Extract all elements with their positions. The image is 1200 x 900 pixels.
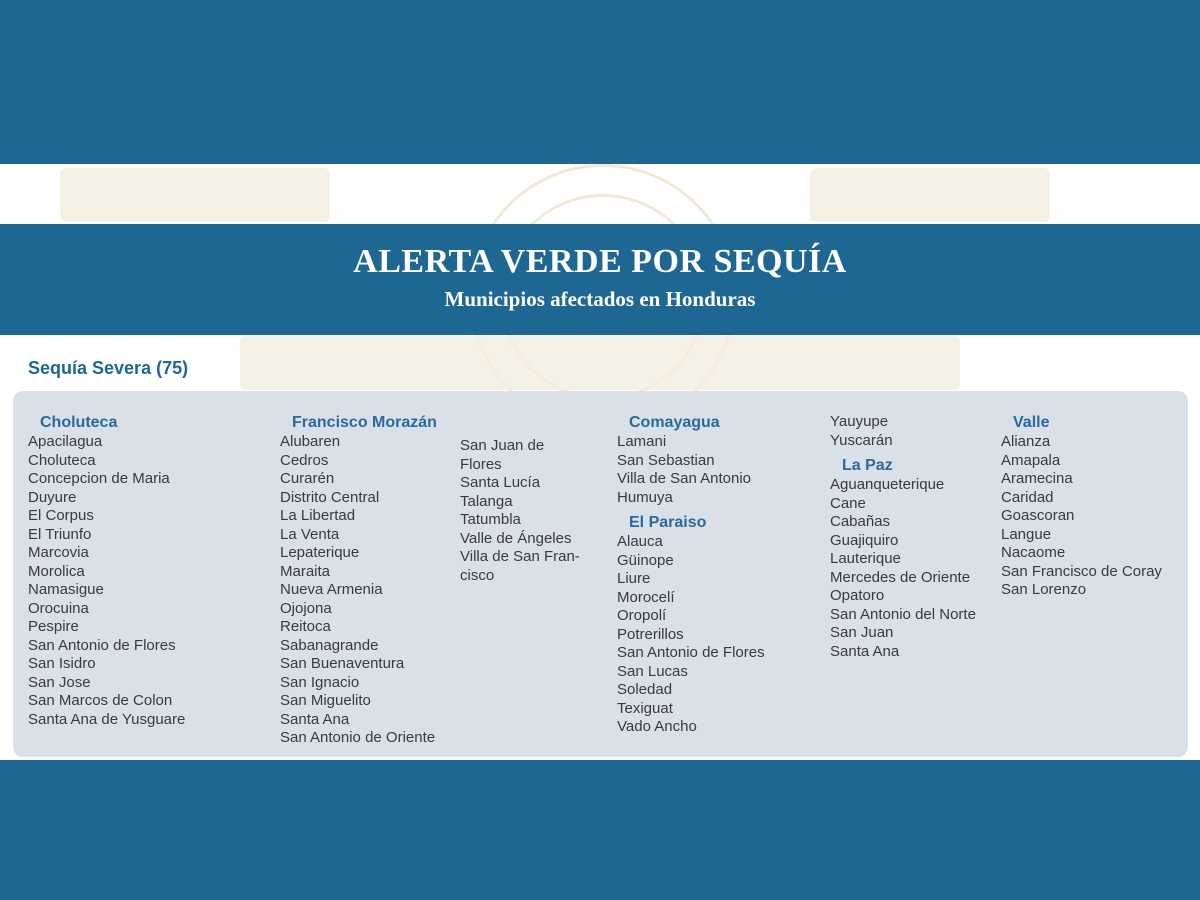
municipality-item: Cedros <box>280 451 329 469</box>
column-francisco-morazan <box>280 413 455 748</box>
municipality-item: San Antonio de Oriente <box>280 729 436 746</box>
municipality-item: San Lucas <box>617 662 688 680</box>
column-choluteca <box>28 413 268 729</box>
municipality-item: Goascoran <box>1001 507 1075 524</box>
municipality-item: Soledad <box>617 681 673 698</box>
municipality-item: Morolica <box>28 562 85 580</box>
municipality-item: San Francisco de Coray <box>1001 562 1162 580</box>
bottom-band <box>0 760 1200 900</box>
municipality-item: cisco <box>460 566 495 584</box>
municipality-item: Ojojona <box>280 599 332 617</box>
municipality-item: Amapala <box>1001 451 1061 469</box>
municipality-item: Nacaome <box>1001 544 1066 561</box>
municipality-item: San Antonio de Flores <box>28 636 176 654</box>
municipality-item: Santa Ana <box>830 642 900 660</box>
dept-comayagua: Comayagua <box>629 414 720 431</box>
municipality-item: Flores <box>460 455 502 473</box>
ornament-left <box>60 168 330 222</box>
municipality-item: Villa de San Antonio <box>617 470 751 487</box>
municipality-item: El Corpus <box>28 507 94 524</box>
dept-francisco-morazan: Francisco Morazán <box>292 414 437 431</box>
list-el-paraiso-cont <box>830 413 1000 450</box>
municipality-item: San Juan <box>830 624 894 641</box>
municipality-item: San Juan de <box>460 437 545 454</box>
municipality-item: Reitoca <box>280 618 331 635</box>
municipality-item: Güinope <box>617 551 674 569</box>
municipality-item: Lepaterique <box>280 544 360 561</box>
municipality-item: Mercedes de Oriente <box>830 568 971 586</box>
page-title: ALERTA VERDE POR SEQUÍA <box>353 243 847 280</box>
municipality-item: Choluteca <box>28 451 96 469</box>
column-valle <box>1001 413 1181 600</box>
municipality-item: Orocuina <box>28 599 89 617</box>
dept-el-paraiso: El Paraiso <box>629 514 707 531</box>
municipalities-panel <box>13 391 1188 757</box>
municipality-item: Villa de San Fran- <box>460 548 580 565</box>
municipality-item: Maraita <box>280 562 331 580</box>
municipality-item: San Buenaventura <box>280 655 405 672</box>
list-choluteca <box>28 433 268 729</box>
dept-choluteca: Choluteca <box>40 414 118 431</box>
municipality-item: San Lorenzo <box>1001 581 1087 598</box>
ornament-right <box>810 168 1050 222</box>
municipality-item: San Antonio de Flores <box>617 644 765 661</box>
list-francisco-morazan <box>280 433 455 748</box>
municipality-item: Yauyupe <box>830 413 889 430</box>
list-el-paraiso <box>617 533 822 737</box>
municipality-item: Duyure <box>28 488 77 506</box>
municipality-item: Sabanagrande <box>280 636 379 654</box>
column-comayagua-paraiso <box>617 413 822 737</box>
municipality-item: El Triunfo <box>28 525 92 543</box>
municipality-item: Valle de Ángeles <box>460 529 572 547</box>
municipality-item: Aguanqueterique <box>830 476 945 493</box>
municipality-item: Cabañas <box>830 513 891 530</box>
dept-la-paz: La Paz <box>842 457 893 474</box>
municipality-item: Potrerillos <box>617 625 684 643</box>
municipality-item: San Antonio del Norte <box>830 605 976 623</box>
ornament-bottom <box>240 336 960 390</box>
municipality-item: Vado Ancho <box>617 718 697 735</box>
municipality-item: Yuscarán <box>830 431 893 449</box>
municipality-item: Opatoro <box>830 587 885 604</box>
list-la-paz <box>830 476 1000 661</box>
municipality-item: Concepcion de Maria <box>28 470 170 487</box>
municipality-item: La Venta <box>280 525 340 543</box>
municipality-item: Cane <box>830 494 866 512</box>
municipality-item: Caridad <box>1001 488 1054 506</box>
municipality-item: Alubaren <box>280 433 341 450</box>
municipality-item: Lamani <box>617 433 667 450</box>
list-francisco-morazan-cont <box>460 437 610 585</box>
municipality-item: La Libertad <box>280 507 356 524</box>
municipality-item: Morocelí <box>617 588 675 606</box>
section-title: Sequía Severa (75) <box>28 358 189 378</box>
municipality-item: San Jose <box>28 673 91 691</box>
municipality-item: Curarén <box>280 470 335 487</box>
dept-valle: Valle <box>1013 414 1050 431</box>
municipality-item: Nueva Armenia <box>280 581 383 598</box>
municipality-item: San Miguelito <box>280 692 371 709</box>
municipality-item: Guajiquiro <box>830 531 899 549</box>
column-la-paz <box>830 413 1000 661</box>
municipality-item: Marcovia <box>28 544 89 561</box>
municipality-item: Texiguat <box>617 699 673 717</box>
municipality-item: Talanga <box>460 492 513 510</box>
municipality-item: Aramecina <box>1001 470 1073 487</box>
municipality-item: San Isidro <box>28 655 96 672</box>
municipality-item: San Ignacio <box>280 673 360 691</box>
municipality-item: San Marcos de Colon <box>28 692 173 709</box>
municipality-item: Santa Lucía <box>460 474 541 491</box>
municipality-item: Liure <box>617 570 651 587</box>
municipality-item: Langue <box>1001 525 1052 543</box>
municipality-item: Tatumbla <box>460 511 521 528</box>
title-band <box>0 224 1200 335</box>
municipality-item: Apacilagua <box>28 433 103 450</box>
municipality-item: Pespire <box>28 618 79 635</box>
municipality-item: Lauterique <box>830 550 901 567</box>
municipality-item: Alianza <box>1001 433 1051 450</box>
municipality-item: Oropolí <box>617 607 667 624</box>
municipality-item: Santa Ana de Yusguare <box>28 710 186 728</box>
municipality-item: Humuya <box>617 488 673 506</box>
column-francisco-morazan-cont <box>460 437 610 585</box>
municipality-item: San Sebastian <box>617 451 715 469</box>
municipality-item: Namasigue <box>28 581 104 598</box>
municipality-item: Santa Ana <box>280 710 350 728</box>
list-comayagua <box>617 433 822 507</box>
list-valle <box>1001 433 1181 600</box>
top-band <box>0 0 1200 164</box>
municipality-item: Distrito Central <box>280 488 380 506</box>
municipality-item: Alauca <box>617 533 663 550</box>
page-subtitle: Municipios afectados en Honduras <box>444 287 756 311</box>
